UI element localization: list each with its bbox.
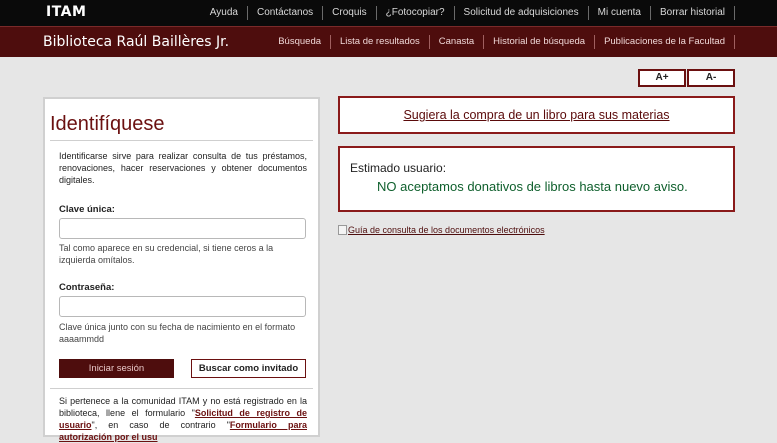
password-input[interactable]: [59, 296, 306, 317]
tab-publicaciones-facultad[interactable]: Publicaciones de la Facultad: [594, 35, 735, 49]
broken-image-icon: [338, 225, 347, 235]
top-nav-ayuda[interactable]: Ayuda: [209, 7, 238, 18]
font-decrease-button[interactable]: A-: [687, 69, 735, 87]
user-hint: Tal como aparece en su credencial, si tiene ceros a la izquierda omítalos.: [59, 243, 274, 265]
divider: [50, 140, 313, 141]
top-nav: [201, 0, 735, 26]
top-nav-fotocopiar[interactable]: ¿Fotocopiar?: [376, 6, 454, 20]
suggest-book-link[interactable]: Sugiera la compra de un libro para sus materias: [403, 108, 670, 122]
divider: [50, 388, 313, 389]
font-increase-button[interactable]: A+: [638, 69, 686, 87]
login-panel: [43, 97, 320, 442]
user-id-input[interactable]: [59, 218, 306, 239]
tab-busqueda[interactable]: Búsqueda: [278, 36, 322, 47]
password-label: Contraseña:: [59, 282, 115, 293]
library-header: [0, 26, 777, 57]
itam-logo[interactable]: ITAM: [46, 4, 87, 20]
user-label: Clave única:: [59, 204, 115, 215]
registration-form-link[interactable]: Solicitud de registro de usuario: [59, 408, 307, 430]
authorization-form-link[interactable]: Formulario para autorización por el usu: [59, 420, 307, 442]
login-title: Identifíquese: [50, 113, 165, 135]
guide-link[interactable]: Guía de consulta de los documentos electrónicos: [348, 225, 545, 235]
notice-heading: Estimado usuario:: [350, 161, 447, 175]
registration-info: Si pertenece a la comunidad ITAM y no está registrado en la biblioteca, llene el formulario "Solicitud de registro de usuario", en caso de contrario "Formulario para autorización por el usu: [59, 396, 307, 442]
notice-message: NO aceptamos donativos de libros hasta nuevo aviso.: [377, 179, 688, 194]
top-nav-mi-cuenta[interactable]: Mi cuenta: [588, 6, 650, 20]
suggest-book-box: [338, 96, 735, 134]
top-nav-borrar-historial[interactable]: Borrar historial: [650, 6, 735, 20]
top-bar: [0, 0, 777, 26]
tab-historial-busqueda[interactable]: Historial de búsqueda: [483, 35, 594, 49]
password-hint: Clave única junto con su fecha de nacimiento en el formato aaaammdd: [59, 322, 296, 344]
login-description: Identificarse sirve para realizar consulta de tus préstamos, renovaciones, hacer reservaciones y obtener documentos digitales.: [59, 151, 307, 185]
tab-canasta[interactable]: Canasta: [429, 35, 483, 49]
notice-box: [338, 146, 735, 212]
tab-lista-resultados[interactable]: Lista de resultados: [330, 35, 429, 49]
top-nav-contactanos[interactable]: Contáctanos: [247, 6, 322, 20]
library-nav: [269, 27, 735, 57]
login-button[interactable]: Iniciar sesión: [59, 359, 174, 378]
guest-search-button[interactable]: Buscar como invitado: [191, 359, 306, 378]
guide-link-container: [338, 225, 545, 235]
library-title[interactable]: Biblioteca Raúl Baillères Jr.: [43, 34, 230, 50]
top-nav-solicitud-adquisiciones[interactable]: Solicitud de adquisiciones: [454, 6, 588, 20]
top-nav-croquis[interactable]: Croquis: [322, 6, 375, 20]
